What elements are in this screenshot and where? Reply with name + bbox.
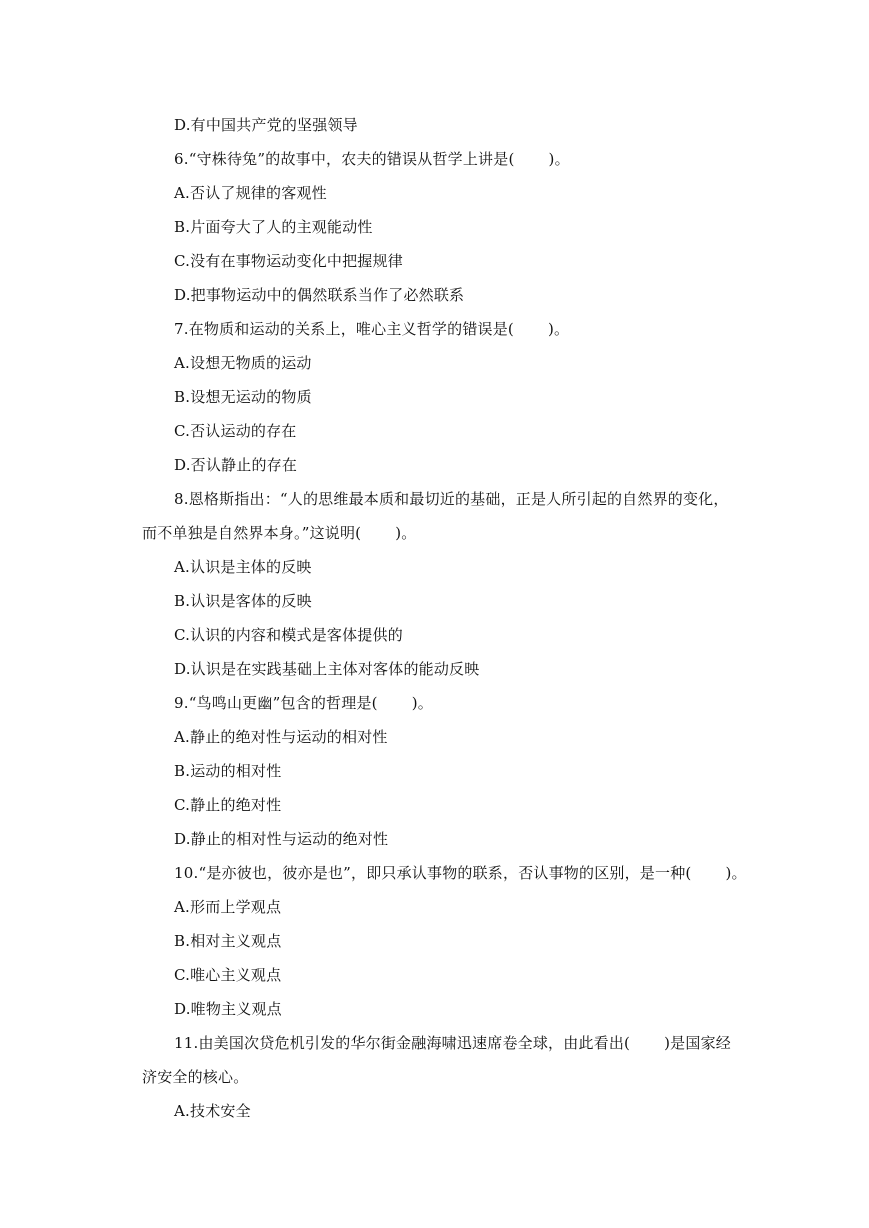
question-text-end: )。 (395, 524, 417, 542)
option-line (142, 244, 742, 278)
option-text: A.形而上学观点 (174, 898, 282, 916)
question-text: 8.恩格斯指出：“人的思维最本质和最切近的基础，正是人所引起的自然界的变化， (174, 490, 729, 508)
option-text: D.静止的相对性与运动的绝对性 (174, 830, 389, 848)
option-line (142, 992, 742, 1026)
question-text-end: )。 (411, 694, 433, 712)
question-line (142, 312, 742, 346)
option-line (142, 652, 742, 686)
option-text: C.否认运动的存在 (174, 422, 297, 440)
option-text: D.唯物主义观点 (174, 1000, 282, 1018)
option-line (142, 414, 742, 448)
question-line (142, 1026, 742, 1060)
option-line (142, 890, 742, 924)
question-line (142, 686, 742, 720)
question-line (142, 856, 747, 890)
question-text: 6.“守株待兔”的故事中，农夫的错误从哲学上讲是( (174, 150, 515, 168)
option-line (142, 380, 742, 414)
option-text: D.有中国共产党的坚强领导 (174, 116, 358, 134)
option-text: B.设想无运动的物质 (174, 388, 312, 406)
option-line (142, 176, 742, 210)
option-line (142, 346, 742, 380)
option-line (142, 924, 742, 958)
question-text: 而不单独是自然界本身。”这说明( (142, 524, 362, 542)
question-text: 7.在物质和运动的关系上，唯心主义哲学的错误是( (174, 320, 514, 338)
option-text: B.相对主义观点 (174, 932, 282, 950)
question-text: 9.“鸟鸣山更幽”包含的哲理是( (174, 694, 378, 712)
option-line (142, 754, 742, 788)
option-text: C.没有在事物运动变化中把握规律 (174, 252, 403, 270)
option-text: B.认识是客体的反映 (174, 592, 312, 610)
option-line (142, 618, 742, 652)
option-text: D.认识是在实践基础上主体对客体的能动反映 (174, 660, 480, 678)
option-text: D.否认静止的存在 (174, 456, 298, 474)
option-line (142, 550, 742, 584)
option-text: A.否认了规律的客观性 (174, 184, 327, 202)
question-continuation (142, 516, 742, 550)
option-line (142, 108, 742, 142)
option-line (142, 958, 742, 992)
option-text: A.静止的绝对性与运动的相对性 (174, 728, 388, 746)
option-line (142, 822, 742, 856)
option-line (142, 584, 742, 618)
question-text: 11.由美国次贷危机引发的华尔街金融海啸迅速席卷全球，由此看出( (174, 1034, 631, 1052)
option-line (142, 210, 742, 244)
option-line (142, 1094, 742, 1128)
option-line (142, 278, 742, 312)
question-line (142, 482, 742, 516)
question-text: 济安全的核心。 (142, 1068, 249, 1086)
option-text: C.认识的内容和模式是客体提供的 (174, 626, 403, 644)
option-text: C.静止的绝对性 (174, 796, 282, 814)
question-text-end: )是国家经 (664, 1034, 731, 1052)
question-continuation (142, 1060, 742, 1094)
option-text: A.技术安全 (174, 1102, 251, 1120)
option-text: B.片面夸大了人的主观能动性 (174, 218, 373, 236)
option-line (142, 448, 742, 482)
option-text: A.设想无物质的运动 (174, 354, 312, 372)
question-text-end: )。 (548, 150, 570, 168)
question-line (142, 142, 742, 176)
question-text-end: )。 (547, 320, 570, 338)
question-text: 10.“是亦彼也，彼亦是也”，即只承认事物的联系，否认事物的区别，是一种( (174, 864, 692, 882)
option-text: D.把事物运动中的偶然联系当作了必然联系 (174, 286, 465, 304)
option-line (142, 720, 742, 754)
option-text: A.认识是主体的反映 (174, 558, 312, 576)
option-text: B.运动的相对性 (174, 762, 282, 780)
option-text: C.唯心主义观点 (174, 966, 282, 984)
option-line (142, 788, 742, 822)
question-text-end: )。 (725, 864, 747, 882)
document-body (142, 108, 747, 1128)
